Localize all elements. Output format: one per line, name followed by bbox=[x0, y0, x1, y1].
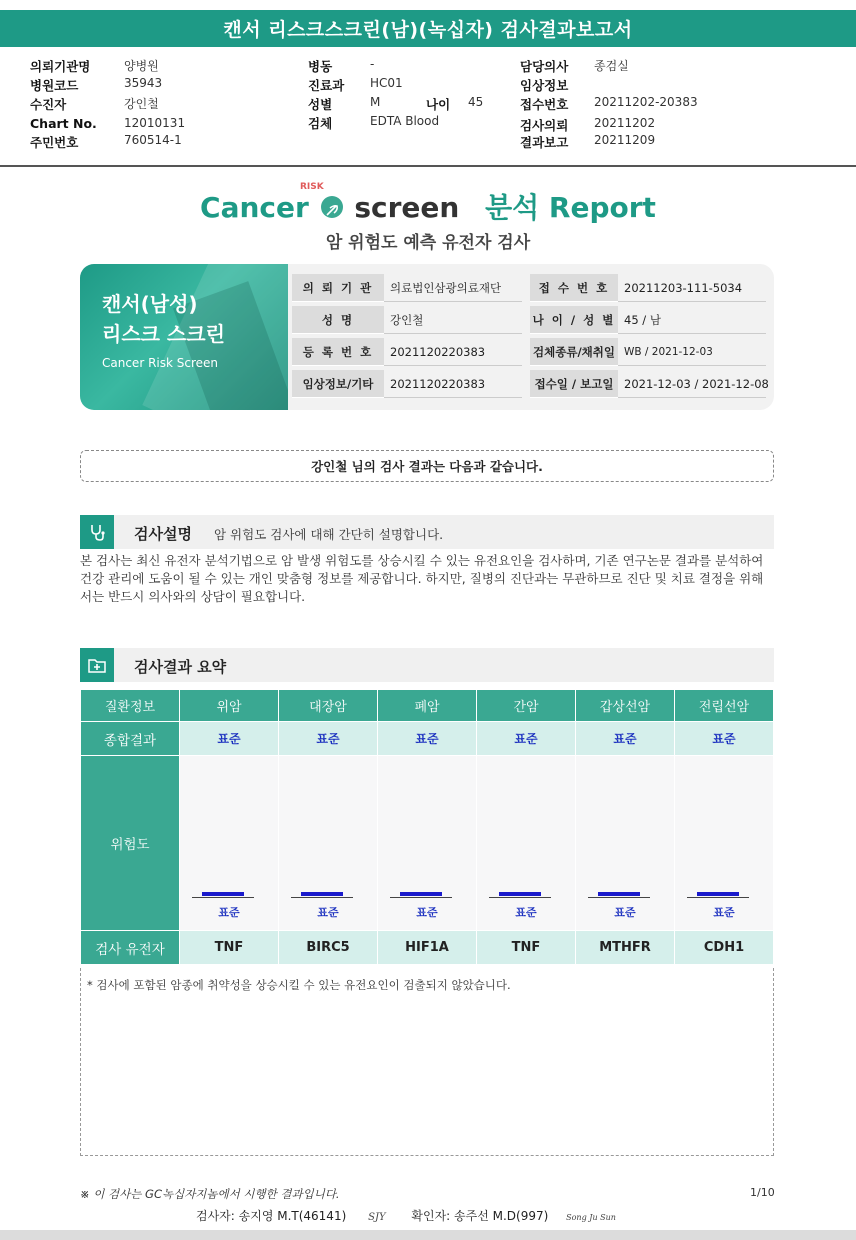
risk-bar bbox=[301, 892, 343, 896]
info-row bbox=[292, 274, 766, 302]
risk-cell bbox=[180, 756, 279, 931]
risk-bar bbox=[697, 892, 739, 896]
info-row bbox=[292, 306, 766, 334]
row-label: 검사 유전자 bbox=[81, 931, 180, 965]
result-notice: 강인철 님의 검사 결과는 다음과 같습니다. bbox=[80, 450, 774, 482]
result-note: * 검사에 포함된 암종에 취약성을 상승시킬 수 있는 유전요인이 검출되지 않았습니다. bbox=[87, 978, 511, 992]
row-label: 종합결과 bbox=[81, 722, 180, 756]
risk-bar bbox=[202, 892, 244, 896]
banner-title-1: 캔서(남성) bbox=[102, 292, 198, 316]
gene-cell: TNF bbox=[180, 931, 279, 965]
tester: 검사자: 송지영 M.T(46141) bbox=[196, 1209, 347, 1223]
value-request-date: 20211202 bbox=[594, 116, 656, 130]
cancer-risk-screen-logo bbox=[0, 182, 856, 226]
risk-cell bbox=[378, 756, 477, 931]
risk-baseline bbox=[291, 897, 353, 898]
risk-baseline bbox=[588, 897, 650, 898]
disease-cell: 대장암 bbox=[279, 690, 378, 722]
value-age: 45 bbox=[468, 95, 484, 109]
risk-level: 표준 bbox=[317, 906, 339, 919]
confirmer: 확인자: 송주선 M.D(997) bbox=[411, 1209, 549, 1223]
overall-cell: 표준 bbox=[675, 722, 774, 756]
gene-cell: CDH1 bbox=[675, 931, 774, 965]
label-chart-no: Chart No. bbox=[30, 116, 97, 131]
test-description-text: 본 검사는 최신 유전자 분석기법으로 암 발생 위험도를 상승시킬 수 있는 유전요인을 검사하며, 기존 연구논문 결과를 분석하여 건강 관리에 도움이 될 수 있는 개인 맞춤형 정보를 제공합니다. 하지만, 질병의 진단과는 무관하므로 진단 및 치료 결정을 위해서는 반드시 의사와의 상담이 필요합니다. bbox=[80, 553, 764, 604]
value-chart-no: 12010131 bbox=[124, 116, 186, 130]
section-title: 검사설명 bbox=[134, 525, 192, 543]
info-label: 등 록 번 호 bbox=[292, 338, 384, 366]
info-label: 접 수 번 호 bbox=[530, 274, 618, 302]
risk-baseline bbox=[390, 897, 452, 898]
confirmer-signature: Song Ju Sun bbox=[566, 1213, 616, 1222]
risk-level: 표준 bbox=[614, 906, 636, 919]
overall-cell: 표준 bbox=[180, 722, 279, 756]
logo-cancer: Cancer bbox=[200, 191, 309, 224]
risk-level: 표준 bbox=[515, 906, 537, 919]
row-label: 질환정보 bbox=[81, 690, 180, 722]
disease-row bbox=[81, 690, 774, 722]
tester-signature: SJY bbox=[368, 1212, 386, 1223]
info-label: 성 명 bbox=[292, 306, 384, 334]
value-specimen: EDTA Blood bbox=[370, 114, 440, 128]
risk-level: 표준 bbox=[416, 906, 438, 919]
gene-cell: BIRC5 bbox=[279, 931, 378, 965]
gene-cell: MTHFR bbox=[576, 931, 675, 965]
info-value: 2021120220383 bbox=[384, 338, 522, 366]
logo-screen: screen bbox=[354, 191, 460, 224]
disease-cell: 위암 bbox=[180, 690, 279, 722]
risk-baseline bbox=[192, 897, 254, 898]
value-institution: 양병원 bbox=[124, 59, 159, 73]
label-ward: 병동 bbox=[308, 59, 333, 74]
risk-bar bbox=[499, 892, 541, 896]
value-resident-no: 760514-1 bbox=[124, 133, 182, 147]
info-label: 검체종류/채취일 bbox=[530, 338, 618, 366]
risk-cell bbox=[477, 756, 576, 931]
info-value: 강인철 bbox=[384, 306, 522, 334]
risk-bar bbox=[400, 892, 442, 896]
label-clinical-info: 임상정보 bbox=[520, 78, 569, 93]
label-age: 나이 bbox=[426, 97, 451, 112]
overall-cell: 표준 bbox=[477, 722, 576, 756]
label-doctor: 담당의사 bbox=[520, 59, 569, 74]
info-value: 의료법인삼광의료재단 bbox=[384, 274, 522, 302]
risk-level: 표준 bbox=[713, 906, 735, 919]
result-note-box bbox=[80, 968, 774, 1156]
value-receipt-no: 20211202-20383 bbox=[594, 95, 698, 109]
risk-bar bbox=[598, 892, 640, 896]
info-value: 2021120220383 bbox=[384, 370, 522, 398]
risk-baseline bbox=[687, 897, 749, 898]
section-test-description bbox=[80, 515, 774, 549]
label-resident-no: 주민번호 bbox=[30, 135, 79, 150]
disease-cell: 간암 bbox=[477, 690, 576, 722]
disease-cell: 갑상선암 bbox=[576, 690, 675, 722]
value-ward: - bbox=[370, 57, 375, 71]
label-sex: 성별 bbox=[308, 97, 333, 112]
result-summary-table bbox=[80, 689, 774, 965]
risk-baseline bbox=[489, 897, 551, 898]
label-specimen: 검체 bbox=[308, 116, 333, 131]
value-department: HC01 bbox=[370, 76, 403, 90]
gene-cell: TNF bbox=[477, 931, 576, 965]
overall-cell: 표준 bbox=[279, 722, 378, 756]
info-label: 접수일 / 보고일 bbox=[530, 370, 618, 398]
label-institution: 의뢰기관명 bbox=[30, 59, 91, 74]
card-banner bbox=[80, 264, 288, 410]
risk-cell bbox=[675, 756, 774, 931]
banner-title-en: Cancer Risk Screen bbox=[102, 356, 219, 370]
value-report-date: 20211209 bbox=[594, 133, 656, 147]
medical-folder-icon bbox=[80, 648, 114, 682]
info-label: 임상정보/기타 bbox=[292, 370, 384, 398]
overall-cell: 표준 bbox=[576, 722, 675, 756]
logo-risk: RISK bbox=[300, 182, 324, 192]
section-title: 검사결과 요약 bbox=[134, 658, 227, 676]
info-label: 나 이 / 성 별 bbox=[530, 306, 618, 334]
section-result-summary bbox=[80, 648, 774, 682]
label-hospital-code: 병원코드 bbox=[30, 78, 79, 93]
value-patient: 강인철 bbox=[124, 97, 159, 111]
overall-row bbox=[81, 722, 774, 756]
risk-cell bbox=[576, 756, 675, 931]
subtitle: 암 위험도 예측 유전자 검사 bbox=[325, 233, 531, 253]
info-row bbox=[292, 370, 769, 398]
risk-row bbox=[81, 756, 774, 931]
info-value: WB / 2021-12-03 bbox=[618, 338, 766, 366]
stethoscope-icon bbox=[80, 515, 114, 549]
banner-title-2: 리스크 스크린 bbox=[102, 322, 225, 346]
value-hospital-code: 35943 bbox=[124, 76, 163, 90]
info-row bbox=[292, 338, 766, 366]
row-label: 위험도 bbox=[81, 756, 180, 931]
info-label: 의 뢰 기 관 bbox=[292, 274, 384, 302]
logo-analysis: 분석 bbox=[485, 191, 540, 224]
disease-cell: 전립선암 bbox=[675, 690, 774, 722]
section-desc: 암 위험도 검사에 대해 간단히 설명합니다. bbox=[214, 527, 444, 542]
disease-cell: 폐암 bbox=[378, 690, 477, 722]
info-value: 45 / 남 bbox=[618, 306, 766, 334]
gene-row bbox=[81, 931, 774, 965]
label-receipt-no: 접수번호 bbox=[520, 97, 569, 112]
label-report-date: 결과보고 bbox=[520, 135, 569, 150]
logo-report: Report bbox=[548, 191, 656, 224]
risk-level: 표준 bbox=[218, 906, 240, 919]
signature-line bbox=[196, 1207, 616, 1224]
patient-header bbox=[0, 53, 856, 165]
bottom-band bbox=[0, 1230, 856, 1240]
value-sex: M bbox=[370, 95, 381, 109]
info-value: 20211203-111-5034 bbox=[618, 274, 766, 302]
label-patient: 수진자 bbox=[30, 97, 67, 112]
page-number: 1/10 bbox=[750, 1186, 775, 1199]
info-value: 2021-12-03 / 2021-12-08 bbox=[618, 370, 766, 398]
label-department: 진료과 bbox=[308, 78, 345, 93]
report-title: 캔서 리스크스크린(남)(녹십자) 검사결과보고서 bbox=[0, 10, 856, 47]
logo-leaf-icon bbox=[321, 196, 343, 218]
lab-note: ※ 이 검사는 GC녹십자지놈에서 시행한 결과입니다. bbox=[80, 1187, 340, 1201]
overall-cell: 표준 bbox=[378, 722, 477, 756]
header-divider bbox=[0, 165, 856, 167]
value-doctor: 종검실 bbox=[594, 59, 629, 73]
risk-cell bbox=[279, 756, 378, 931]
label-request-date: 검사의뢰 bbox=[520, 118, 569, 133]
gene-cell: HIF1A bbox=[378, 931, 477, 965]
